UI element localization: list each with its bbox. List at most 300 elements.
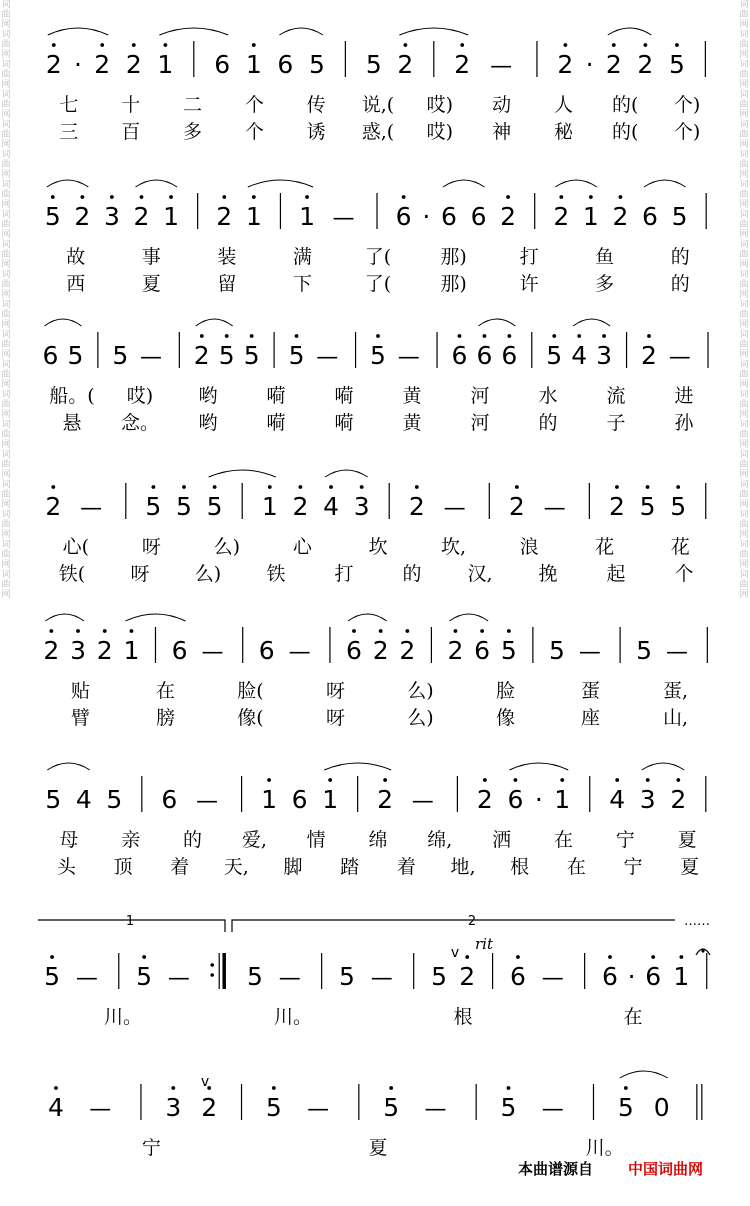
note: 2 — [372, 636, 389, 665]
octave-dot-high — [50, 955, 54, 959]
lyric-syllable: 水 — [538, 385, 558, 407]
lyric-syllable: 流 — [606, 385, 626, 407]
lyric-syllable: 个 — [674, 563, 694, 585]
lyric-syllable: 嗬 — [334, 412, 354, 434]
watermark-column-right: 词曲网词曲网词曲网词曲网词曲网词曲网词曲网词曲网词曲网词曲网词曲网词曲网词曲网词曲网词曲网词曲网词曲网词曲网词曲网词曲网 — [739, 0, 749, 600]
octave-dot-high — [132, 43, 136, 47]
lyric-syllable: 哎) — [426, 121, 454, 143]
lyric-syllable: 铁( — [58, 563, 86, 585]
lyric-syllable: 么) — [213, 536, 241, 558]
octave-dot-high — [163, 43, 167, 47]
note: 2 — [216, 202, 233, 231]
lyric-syllable: 贴 — [70, 680, 91, 702]
lyric-syllable: 在 — [553, 829, 573, 851]
dash-extension: — — [490, 54, 513, 79]
lyric-syllable: 念。 — [120, 412, 160, 434]
slur-arc — [209, 470, 276, 477]
lyric-syllable: 蛋 — [580, 680, 601, 702]
note: 6 — [214, 50, 231, 79]
octave-dot-high — [383, 778, 387, 782]
lyric-syllable: 的 — [670, 273, 690, 295]
lyric-syllable: 神 — [492, 121, 512, 143]
note: 5 — [431, 962, 448, 991]
lyric-syllable: 的 — [402, 563, 422, 585]
octave-dot-high — [559, 195, 563, 199]
note: 5 — [176, 492, 192, 521]
dash-extension: — — [80, 496, 103, 521]
lyric-syllable: 浪 — [519, 536, 539, 558]
lyric-syllable: 呀 — [130, 563, 150, 585]
dash-extension: — — [332, 206, 355, 231]
note: 5 — [45, 785, 62, 814]
lyric-syllable: 爱, — [241, 829, 267, 851]
octave-dot-high — [305, 195, 309, 199]
slur-arc — [47, 763, 90, 770]
lyric-syllable: 宁 — [615, 829, 635, 851]
lyric-syllable: 夏 — [141, 273, 161, 295]
note: 2 — [605, 50, 622, 79]
note: 5 — [308, 50, 325, 79]
octave-dot-high — [299, 485, 303, 489]
lyric-syllable: 呀 — [325, 680, 346, 702]
note: 1 — [157, 50, 174, 79]
dash-extension: — — [541, 966, 564, 991]
slur-arc — [324, 763, 391, 770]
watermark-column-left: 词曲网词曲网词曲网词曲网词曲网词曲网词曲网词曲网词曲网词曲网词曲网词曲网词曲网词曲网词曲网词曲网词曲网词曲网词曲网词曲网 — [1, 0, 11, 600]
note: 5 — [636, 636, 653, 665]
note: 6 — [642, 202, 658, 231]
note: 5 — [339, 962, 355, 991]
octave-dot-high — [515, 485, 519, 489]
octave-dot-high — [379, 629, 383, 633]
note: 2 — [553, 202, 570, 231]
lyric-syllable: 挽 — [538, 563, 558, 585]
slur-arc — [159, 28, 228, 35]
lyric-syllable: 哟 — [198, 412, 218, 434]
lyric-syllable: 多 — [595, 273, 615, 295]
octave-dot-high — [130, 629, 134, 633]
lyric-syllable: 的( — [612, 94, 639, 116]
lyric-syllable: 起 — [606, 563, 626, 585]
note: 2 — [557, 50, 574, 79]
octave-dot-high — [460, 43, 464, 47]
note: 2 — [454, 50, 471, 79]
note: 2 — [408, 492, 425, 521]
note: 6 — [509, 962, 526, 991]
note: 1 — [245, 50, 262, 79]
breath-mark: v — [200, 1074, 210, 1090]
note: 1 — [245, 202, 262, 231]
lyric-syllable: 了( — [364, 273, 392, 295]
lyric-syllable: 呀 — [325, 707, 346, 729]
volta-label-1: 1 — [125, 914, 135, 929]
note: 4 — [609, 785, 626, 814]
octave-dot-high — [182, 485, 186, 489]
note: 1 — [582, 202, 599, 231]
octave-dot-high — [376, 334, 380, 338]
slur-arc — [509, 763, 568, 770]
note: 2 — [608, 492, 625, 521]
lyric-syllable: 情 — [306, 829, 326, 851]
lyric-syllable: 留 — [217, 273, 237, 295]
lyric-syllable: 动 — [492, 94, 512, 116]
slur-arc — [135, 180, 177, 187]
octave-dot-high — [415, 485, 419, 489]
note: 5 — [548, 636, 565, 665]
lyric-syllable: 百 — [121, 121, 141, 143]
note: 2 — [399, 636, 416, 665]
note: 2 — [377, 785, 394, 814]
note: 5 — [136, 962, 153, 991]
octave-dot-high — [252, 195, 256, 199]
dash-extension: — — [424, 1097, 447, 1122]
fermata-dot — [701, 949, 704, 952]
octave-dot-high — [506, 195, 510, 199]
lyric-syllable: 么) — [407, 680, 434, 702]
octave-dot-high — [646, 485, 650, 489]
lyric-syllable: 满 — [292, 246, 312, 268]
note: 3 — [103, 202, 120, 231]
dash-extension: — — [578, 640, 601, 665]
lyric-syllable: 心( — [62, 536, 89, 558]
octave-dot-high — [602, 334, 606, 338]
augmentation-dot: · — [422, 202, 431, 231]
lyric-syllable: 子 — [606, 412, 626, 434]
note: 5 — [671, 202, 688, 231]
note: 2 — [43, 636, 60, 665]
octave-dot-high — [213, 485, 217, 489]
note: 2 — [476, 785, 493, 814]
octave-dot-high — [51, 195, 55, 199]
note: 5 — [670, 492, 687, 521]
octave-dot-high — [615, 485, 619, 489]
octave-dot-high — [80, 195, 84, 199]
lyric-syllable: 呀 — [141, 536, 161, 558]
note: 5 — [106, 785, 123, 814]
lyric-syllable: 西 — [66, 273, 86, 295]
octave-dot-high — [267, 778, 271, 782]
note: 2 — [45, 50, 62, 79]
lyric-syllable: 哎) — [126, 385, 154, 407]
note: 6 — [451, 341, 468, 370]
lyric-syllable: 蛋, — [662, 680, 689, 702]
octave-dot-high — [329, 485, 333, 489]
volta-continuation: …… — [684, 914, 710, 929]
lyric-syllable: 母 — [59, 829, 79, 851]
note: 2 — [637, 50, 654, 79]
lyric-syllable: 惑,( — [361, 121, 395, 143]
breath-mark: v — [450, 945, 460, 961]
note: 6 — [346, 636, 362, 665]
note: 5 — [265, 1093, 282, 1122]
lyric-syllable: 个 — [244, 94, 264, 116]
slur-arc — [642, 763, 685, 770]
note: 3 — [353, 492, 370, 521]
lyric-syllable: 夏 — [368, 1137, 388, 1159]
lyric-syllable: 装 — [217, 246, 237, 268]
note: 2 — [612, 202, 629, 231]
lyric-syllable: 船。( — [49, 385, 95, 407]
octave-dot-high — [171, 1086, 175, 1090]
slur-arc — [125, 614, 185, 621]
lyric-syllable: 七 — [59, 94, 79, 116]
lyric-syllable: 膀 — [155, 707, 176, 729]
lyric-syllable: 哟 — [198, 385, 218, 407]
octave-dot-high — [647, 334, 651, 338]
note: 5 — [206, 492, 223, 521]
dash-extension: — — [278, 966, 301, 991]
note: 5 — [383, 1093, 400, 1122]
octave-dot-high — [252, 43, 256, 47]
lyric-syllable: 么) — [407, 707, 434, 729]
volta-label-2: 2 — [467, 914, 477, 929]
dash-extension: — — [75, 966, 98, 991]
note: 6 — [476, 341, 493, 370]
octave-dot-high — [352, 629, 356, 633]
octave-dot-high — [480, 629, 484, 633]
slur-arc — [196, 319, 233, 326]
lyric-syllable: 着 — [396, 856, 416, 878]
lyric-syllable: 在 — [566, 856, 586, 878]
note: 6 — [161, 785, 178, 814]
note: 5 — [370, 341, 386, 370]
octave-dot-high — [403, 43, 407, 47]
note: 1 — [554, 785, 571, 814]
note: 5 — [44, 962, 61, 991]
lyric-syllable: 在 — [155, 680, 176, 702]
note: 6 — [501, 341, 518, 370]
lyric-syllable: 打 — [334, 563, 354, 585]
note: 4 — [323, 492, 339, 521]
note: 5 — [67, 341, 84, 370]
lyric-syllable: 川。 — [585, 1137, 624, 1159]
dash-extension: — — [411, 789, 434, 814]
note: 5 — [44, 202, 61, 231]
slur-arc — [449, 614, 488, 621]
footer-source-label: 本曲谱源自 — [518, 1160, 594, 1178]
octave-dot-high — [552, 334, 556, 338]
lyric-syllable: 了( — [364, 246, 392, 268]
note: 6 — [258, 636, 275, 665]
dash-extension: — — [201, 640, 224, 665]
lyric-syllable: 传 — [306, 94, 326, 116]
note: 6 — [441, 202, 457, 231]
lyric-syllable: 夏 — [677, 829, 697, 851]
slur-arc — [279, 28, 323, 35]
lyric-syllable: 宁 — [141, 1137, 161, 1159]
note: 2 — [292, 492, 309, 521]
lyric-syllable: 花 — [595, 536, 615, 558]
slur-arc — [45, 614, 84, 621]
lyric-syllable: 坎, — [441, 536, 467, 558]
lyric-syllable: 坎 — [368, 536, 388, 558]
lyric-syllable: 嗬 — [334, 385, 354, 407]
lyric-syllable: 心 — [292, 536, 312, 558]
lyric-syllable: 山, — [662, 707, 689, 729]
octave-dot-high — [465, 955, 469, 959]
lyric-syllable: 二 — [183, 94, 203, 116]
octave-dot-high — [51, 485, 55, 489]
lyric-syllable: 个 — [244, 121, 264, 143]
octave-dot-high — [140, 195, 144, 199]
octave-dot-high — [389, 1086, 393, 1090]
note: 2 — [397, 50, 414, 79]
octave-dot-high — [360, 485, 364, 489]
slur-arc — [399, 28, 468, 35]
lyric-syllable: 的 — [670, 246, 690, 268]
slur-arc — [44, 319, 81, 326]
octave-dot-high — [608, 955, 612, 959]
lyric-syllable: 脸 — [495, 680, 516, 702]
lyric-syllable: 嗬 — [266, 412, 286, 434]
note: 2 — [670, 785, 687, 814]
note: 1 — [322, 785, 339, 814]
lyric-syllable: 下 — [292, 273, 312, 295]
lyric-syllable: 黄 — [402, 412, 422, 434]
lyric-syllable: 的 — [538, 412, 558, 434]
octave-dot-high — [458, 334, 462, 338]
dash-extension: — — [316, 345, 339, 370]
dash-extension: — — [370, 966, 393, 991]
dash-extension: — — [288, 640, 311, 665]
note: 5 — [145, 492, 162, 521]
octave-dot-high — [76, 629, 80, 633]
lyric-syllable: 么) — [194, 563, 222, 585]
octave-dot-high — [646, 778, 650, 782]
slur-arc — [478, 319, 515, 326]
note: 6 — [171, 636, 188, 665]
augmentation-dot: · — [627, 962, 636, 991]
lyric-syllable: 人 — [553, 94, 573, 116]
slur-arc — [48, 28, 108, 35]
dash-extension: — — [666, 640, 689, 665]
octave-dot-high — [612, 43, 616, 47]
lyric-syllable: 踏 — [340, 856, 360, 878]
lyric-syllable: 哎) — [426, 94, 454, 116]
octave-dot-high — [295, 334, 299, 338]
lyric-syllable: 川。 — [273, 1006, 313, 1028]
note: 2 — [94, 50, 111, 79]
octave-dot-high — [676, 778, 680, 782]
octave-dot-high — [222, 195, 226, 199]
lyric-syllable: 秘 — [553, 121, 573, 143]
note: 2 — [193, 341, 210, 370]
lyric-syllable: 那) — [440, 273, 467, 295]
octave-dot-high — [507, 1086, 511, 1090]
lyric-syllable: 天, — [223, 856, 249, 878]
dash-extension: — — [543, 496, 566, 521]
lyric-syllable: 那) — [440, 246, 467, 268]
lyric-syllable: 洒 — [492, 829, 512, 851]
octave-dot-high — [624, 1086, 628, 1090]
lyric-syllable: 嗬 — [266, 385, 286, 407]
lyric-syllable: 多 — [183, 121, 203, 143]
octave-dot-high — [54, 1086, 58, 1090]
lyric-syllable: 的( — [612, 121, 639, 143]
note: 5 — [668, 50, 685, 79]
octave-dot-high — [589, 195, 593, 199]
octave-dot-high — [483, 334, 487, 338]
octave-dot-high — [507, 334, 511, 338]
lyric-syllable: 事 — [141, 246, 161, 268]
dash-extension: — — [668, 345, 691, 370]
lyric-syllable: 孙 — [674, 412, 694, 434]
octave-dot-high — [675, 43, 679, 47]
slur-arc — [443, 180, 485, 187]
note: 1 — [261, 492, 278, 521]
dash-extension: — — [307, 1097, 330, 1122]
note: 6 — [395, 202, 412, 231]
octave-dot-high — [507, 629, 511, 633]
lyric-syllable: 宁 — [623, 856, 643, 878]
octave-dot-high — [100, 43, 104, 47]
lyric-syllable: 绵, — [427, 829, 453, 851]
lyric-syllable: 个) — [673, 121, 701, 143]
note: 6 — [645, 962, 662, 991]
lyric-syllable: 绵 — [368, 829, 388, 851]
note: 2 — [45, 492, 62, 521]
dash-extension: — — [140, 345, 163, 370]
note: 0 — [653, 1093, 670, 1122]
dash-extension: — — [167, 966, 190, 991]
note: 6 — [42, 341, 59, 370]
lyric-syllable: 铁 — [266, 563, 286, 585]
augmentation-dot: · — [585, 50, 594, 79]
octave-dot-high — [651, 955, 655, 959]
lyric-syllable: 个) — [673, 94, 701, 116]
note: 2 — [74, 202, 91, 231]
note: 4 — [75, 785, 92, 814]
octave-dot-high — [200, 334, 204, 338]
note: 5 — [243, 341, 260, 370]
note: 3 — [596, 341, 613, 370]
note: 2 — [133, 202, 150, 231]
octave-dot-high — [52, 43, 56, 47]
dash-extension: — — [89, 1097, 112, 1122]
lyric-syllable: 根 — [510, 856, 530, 878]
augmentation-dot: · — [534, 785, 543, 814]
note: 2 — [508, 492, 525, 521]
note: 3 — [70, 636, 87, 665]
lyric-syllable: 鱼 — [595, 246, 615, 268]
lyric-syllable: 在 — [623, 1006, 643, 1028]
octave-dot-high — [103, 629, 107, 633]
lyric-syllable: 诱 — [306, 121, 326, 143]
octave-dot-high — [619, 195, 623, 199]
note: 2 — [459, 962, 476, 991]
dash-extension: — — [397, 345, 420, 370]
note: 5 — [218, 341, 235, 370]
slur-arc — [248, 180, 313, 187]
octave-dot-high — [142, 955, 146, 959]
lyric-syllable: 脸( — [237, 680, 264, 702]
tempo-mark-rit: rit — [475, 935, 493, 953]
lyric-syllable: 脚 — [283, 856, 303, 878]
note: 6 — [277, 50, 294, 79]
note: 1 — [163, 202, 179, 231]
note: 6 — [474, 636, 491, 665]
volta-bracket-2 — [232, 920, 675, 932]
slur-arc — [620, 1071, 668, 1078]
repeat-dot — [210, 963, 214, 967]
note: 2 — [96, 636, 113, 665]
octave-dot-high — [272, 1086, 276, 1090]
note: 5 — [500, 636, 517, 665]
octave-dot-high — [169, 195, 173, 199]
octave-dot-high — [268, 485, 272, 489]
note: 1 — [299, 202, 315, 231]
slur-arc — [47, 180, 89, 187]
